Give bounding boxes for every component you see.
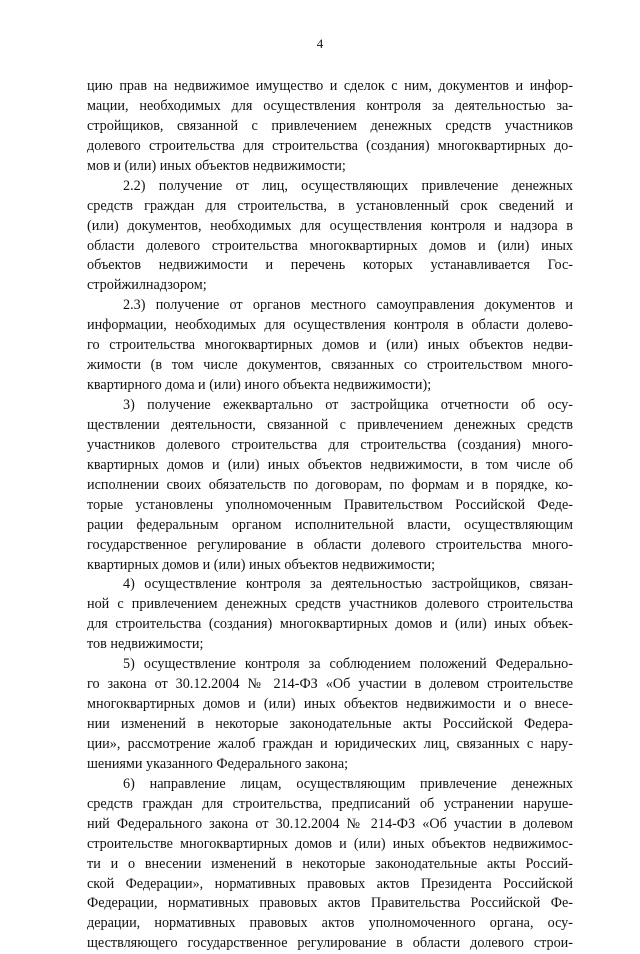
text-line: 2.2) получение от лиц, осуществляющих привлечение денежных [123,177,573,194]
text-line: квартирных домов и (или) иных объектов недвижимости, в том числе об [87,456,573,473]
text-line: ной с привлечением денежных средств участников долевого строительства [87,596,573,613]
text-line: ции», рассмотрение жалоб граждан и юридических лиц, связанных с нару- [87,735,573,752]
text-line: 2.3) получение от органов местного самоуправления документов и [123,297,573,314]
text-line: ществлении деятельности, связанной с привлечением денежных средств [87,416,573,433]
text-line: средств граждан для строительства, в установленный срок сведений и [87,197,573,214]
text-line: средств граждан для строительства, предписаний об устранении наруше- [87,795,573,812]
text-line: объектов недвижимости и перечень которых устанавливается Гос- [87,257,573,274]
text-line: области долевого строительства многоквартирных домов и (или) иных [87,237,573,254]
text-line: Федерации, нормативных правовых актов Правительства Российской Фе- [87,895,573,912]
text-line: (или) документов, необходимых для осуществления контроля и надзора в [87,217,573,234]
text-line: шениями указанного Федерального закона; [87,755,349,772]
text-line: цию прав на недвижимое имущество и сделок с ним, документов и инфор- [87,78,573,94]
text-line: квартирных домов и (или) иных объектов недвижимости; [87,556,436,573]
text-line: для строительства (создания) многоквартирных домов и (или) иных объек- [87,616,573,633]
text-line: тов недвижимости; [87,636,204,653]
document-body [87,77,573,954]
text-line: торые установлены уполномоченным Правительством Российской Феде- [87,496,573,513]
text-line: квартирного дома и (или) иного объекта недвижимости); [87,377,432,394]
text-line: ществляющего государственное регулирование в области долевого строи- [87,935,573,952]
text-line: ти и о внесении изменений в некоторые законодательные акты Россий- [87,855,573,872]
text-line: 5) осуществление контроля за соблюдением положений Федерально- [123,656,573,673]
text-line: ской Федерации», нормативных правовых актов Президента Российской [87,875,573,892]
text-line: многоквартирных домов и (или) иных объектов недвижимости и о внесе- [87,696,573,713]
text-line: государственное регулирование в области долевого строительства много- [87,536,573,553]
text-line: 4) осуществление контроля за деятельностью застройщиков, связан- [123,576,573,593]
text-line: дерации, нормативных правовых актов уполномоченного органа, осу- [87,915,573,932]
text-line: 3) получение ежеквартально от застройщика отчетности об осу- [123,397,573,413]
text-line: строительстве многоквартирных домов и (или) иных объектов недвижимос- [87,835,573,852]
text-line: мации, необходимых для осуществления контроля за деятельностью за- [87,97,573,114]
text-line: стройщиков, связанной с привлечением денежных средств участников [87,117,573,134]
text-line: го строительства многоквартирных домов и (или) иных объектов недви- [87,337,573,354]
text-line: 6) направление лицам, осуществляющим привлечение денежных [123,775,573,792]
text-line: информации, необходимых для осуществления контроля в области долево- [87,317,573,334]
text-line: мов и (или) иных объектов недвижимости; [87,157,346,174]
text-line: рации федеральным органом исполнительной власти, осуществляющим [87,516,573,533]
text-line: жимости (в том числе документов, связанных со строительством много- [87,357,573,374]
text-line: нии изменений в некоторые законодательные акты Российской Федера- [87,716,573,732]
text-line: участников долевого строительства для строительства (создания) много- [87,436,573,453]
text-line: стройжилнадзором; [87,277,207,294]
text-line: долевого строительства для строительства (создания) многоквартирных до- [87,137,573,154]
text-line: го закона от 30.12.2004 № 214-ФЗ «Об участии в долевом строительстве [87,676,573,693]
text-line: ний Федерального закона от 30.12.2004 № 214-ФЗ «Об участии в долевом [87,815,573,832]
text-line: исполнении своих обязательств по договорам, по формам и в порядке, ко- [87,476,573,493]
page-number: 4 [316,36,324,51]
